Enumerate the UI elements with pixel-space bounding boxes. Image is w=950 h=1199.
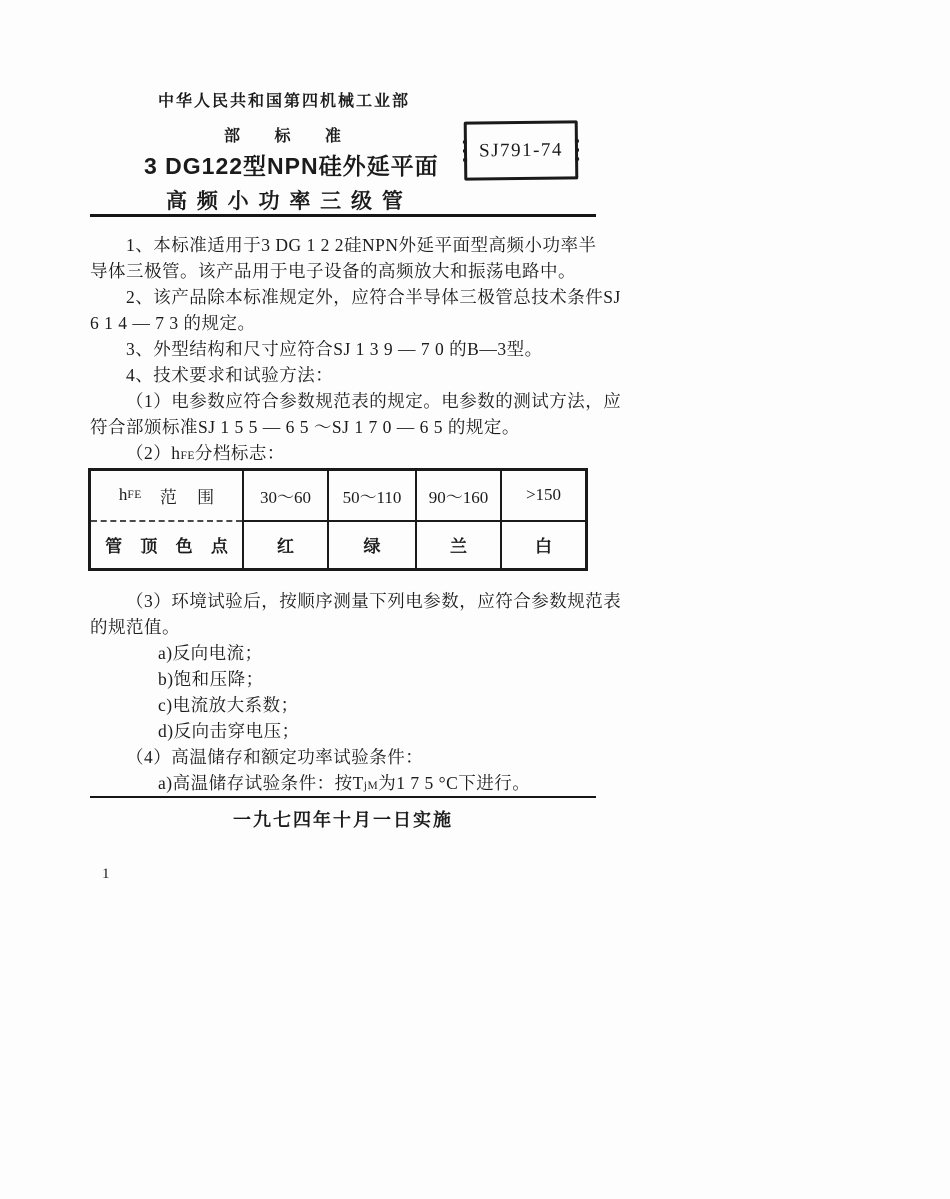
table-range-cell: 90～160 — [415, 471, 500, 520]
document-title-line1: 3 DG122型NPN硅外延平面 — [144, 153, 439, 179]
body-line-hfe — [90, 440, 596, 466]
standard-number: SJ791-74 — [478, 139, 563, 161]
body-line: 4、技术要求和试验方法： — [126, 365, 334, 385]
table-color-cell: 兰 — [415, 520, 500, 569]
body-line: 6 1 4 — 7 3 的规定。 — [90, 313, 256, 333]
body-line: c)电流放大系数； — [158, 695, 299, 715]
body-line: a)反向电流； — [158, 643, 263, 663]
body-line: 2、该产品除本标准规定外，应符合半导体三极管总技术条件SJ — [126, 287, 621, 307]
table-range-cell: 30～60 — [242, 471, 327, 520]
hfe-grading-table — [88, 468, 588, 571]
tjm-subscript: jM — [363, 780, 379, 792]
table-color-cell: 红 — [242, 520, 327, 569]
body-line: 符合部颁标准SJ 1 5 5 — 6 5 ～SJ 1 7 0 — 6 5 的规定。 — [90, 417, 520, 437]
hfe-line-pre: （2）h — [126, 443, 181, 463]
hfe-symbol-subscript: FE — [127, 489, 142, 502]
hfe-subscript: FE — [180, 450, 195, 462]
body-line: 的规范值。 — [90, 617, 180, 637]
document-title-line2: 高 频 小 功 率 三 级 管 — [166, 190, 403, 213]
table-color-cell: 绿 — [327, 520, 415, 569]
table-header-hfe-range — [91, 471, 242, 520]
storage-line-pre: a)高温储存试验条件：按T — [158, 773, 364, 793]
page-number: 1 — [102, 866, 110, 882]
body-line: 导体三极管。该产品用于电子设备的高频放大和振荡电路中。 — [90, 261, 576, 281]
hfe-line-post: 分档标志： — [194, 443, 285, 463]
body-text-block-1 — [90, 232, 622, 466]
table-range-cell: >150 — [500, 471, 585, 520]
hfe-symbol: h — [118, 485, 128, 505]
body-line: （4）高温储存和额定功率试验条件： — [126, 747, 424, 767]
body-line: b)饱和压降； — [158, 669, 264, 689]
footer-divider — [90, 796, 596, 798]
body-line-storage — [90, 770, 596, 796]
effective-date: 一九七四年十月一日实施 — [233, 810, 453, 830]
body-line: 3、外型结构和尺寸应符合SJ 1 3 9 — 7 0 的B—3型。 — [126, 339, 543, 359]
hfe-range-label: 范 围 — [159, 487, 215, 507]
body-line: d)反向击穿电压； — [158, 721, 300, 741]
ministry-name: 中华人民共和国第四机械工业部 — [158, 93, 411, 110]
body-line: （3）环境试验后，按顺序测量下列电参数，应符合参数规范表 — [126, 591, 622, 611]
header-divider — [90, 214, 596, 217]
body-line: （1）电参数应符合参数规范表的规定。电参数的测试方法，应 — [126, 391, 622, 411]
standard-type-label: 部 标 准 — [224, 128, 341, 145]
standard-number-stamp — [464, 120, 579, 180]
table-header-top-color-dot: 管 顶 色 点 — [91, 520, 242, 569]
table-color-cell: 白 — [500, 520, 585, 569]
body-text-block-2 — [90, 588, 622, 796]
body-line: 1、本标准适用于3 DG 1 2 2硅NPN外延平面型高频小功率半 — [126, 235, 597, 255]
storage-line-post: 为1 7 5 °C下进行。 — [378, 773, 531, 793]
table-range-cell: 50～110 — [327, 471, 415, 520]
